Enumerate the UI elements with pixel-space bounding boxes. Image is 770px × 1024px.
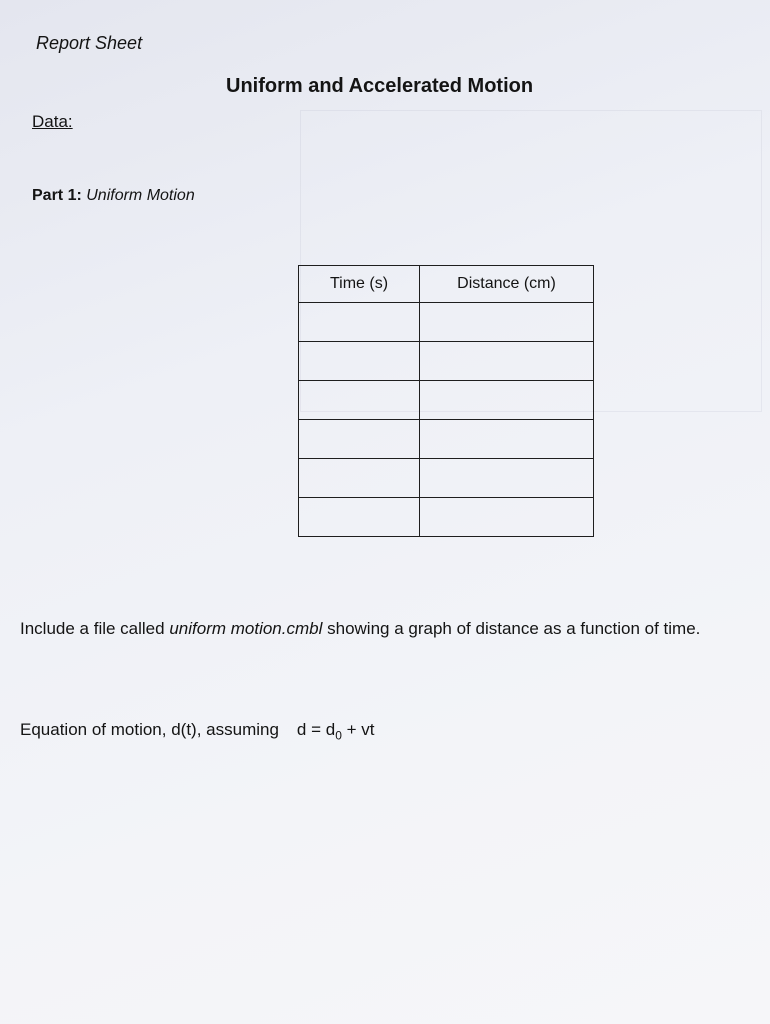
distance-cell[interactable]	[420, 459, 594, 498]
instruction-before: Include a file called	[20, 619, 170, 638]
equation-line	[20, 720, 375, 742]
time-cell[interactable]	[299, 459, 420, 498]
table-row	[299, 303, 594, 342]
distance-cell[interactable]	[420, 342, 594, 381]
data-label: Data:	[32, 112, 73, 131]
formula-subscript: 0	[335, 728, 342, 743]
time-cell[interactable]	[299, 303, 420, 342]
time-cell[interactable]	[299, 498, 420, 537]
page-title: Uniform and Accelerated Motion	[226, 75, 534, 97]
equation-label: Equation of motion, d(t), assuming	[20, 720, 279, 739]
report-sheet-label: Report Sheet	[36, 33, 143, 53]
formula-end: + vt	[341, 720, 375, 739]
data-table	[298, 265, 594, 537]
table-row	[299, 381, 594, 420]
part-name: Uniform Motion	[86, 187, 195, 204]
distance-cell[interactable]	[420, 498, 594, 537]
time-cell[interactable]	[299, 381, 420, 420]
time-cell[interactable]	[299, 420, 420, 459]
instruction-after: showing a graph of distance as a function of time.	[322, 619, 701, 638]
table-row	[299, 459, 594, 498]
instruction-text	[20, 617, 760, 641]
distance-cell[interactable]	[420, 420, 594, 459]
equation-formula	[296, 720, 375, 743]
table-row	[299, 420, 594, 459]
table-header-row	[299, 266, 594, 303]
time-cell[interactable]	[299, 342, 420, 381]
distance-cell[interactable]	[420, 303, 594, 342]
header-time: Time (s)	[299, 266, 420, 303]
table-row	[299, 498, 594, 537]
distance-cell[interactable]	[420, 381, 594, 420]
header-distance: Distance (cm)	[420, 266, 594, 303]
instruction-filename: uniform motion.cmbl	[169, 619, 323, 638]
table-row	[299, 342, 594, 381]
formula-start: d = d	[296, 720, 336, 739]
part-heading	[32, 187, 195, 205]
part-number: Part 1:	[32, 187, 82, 204]
